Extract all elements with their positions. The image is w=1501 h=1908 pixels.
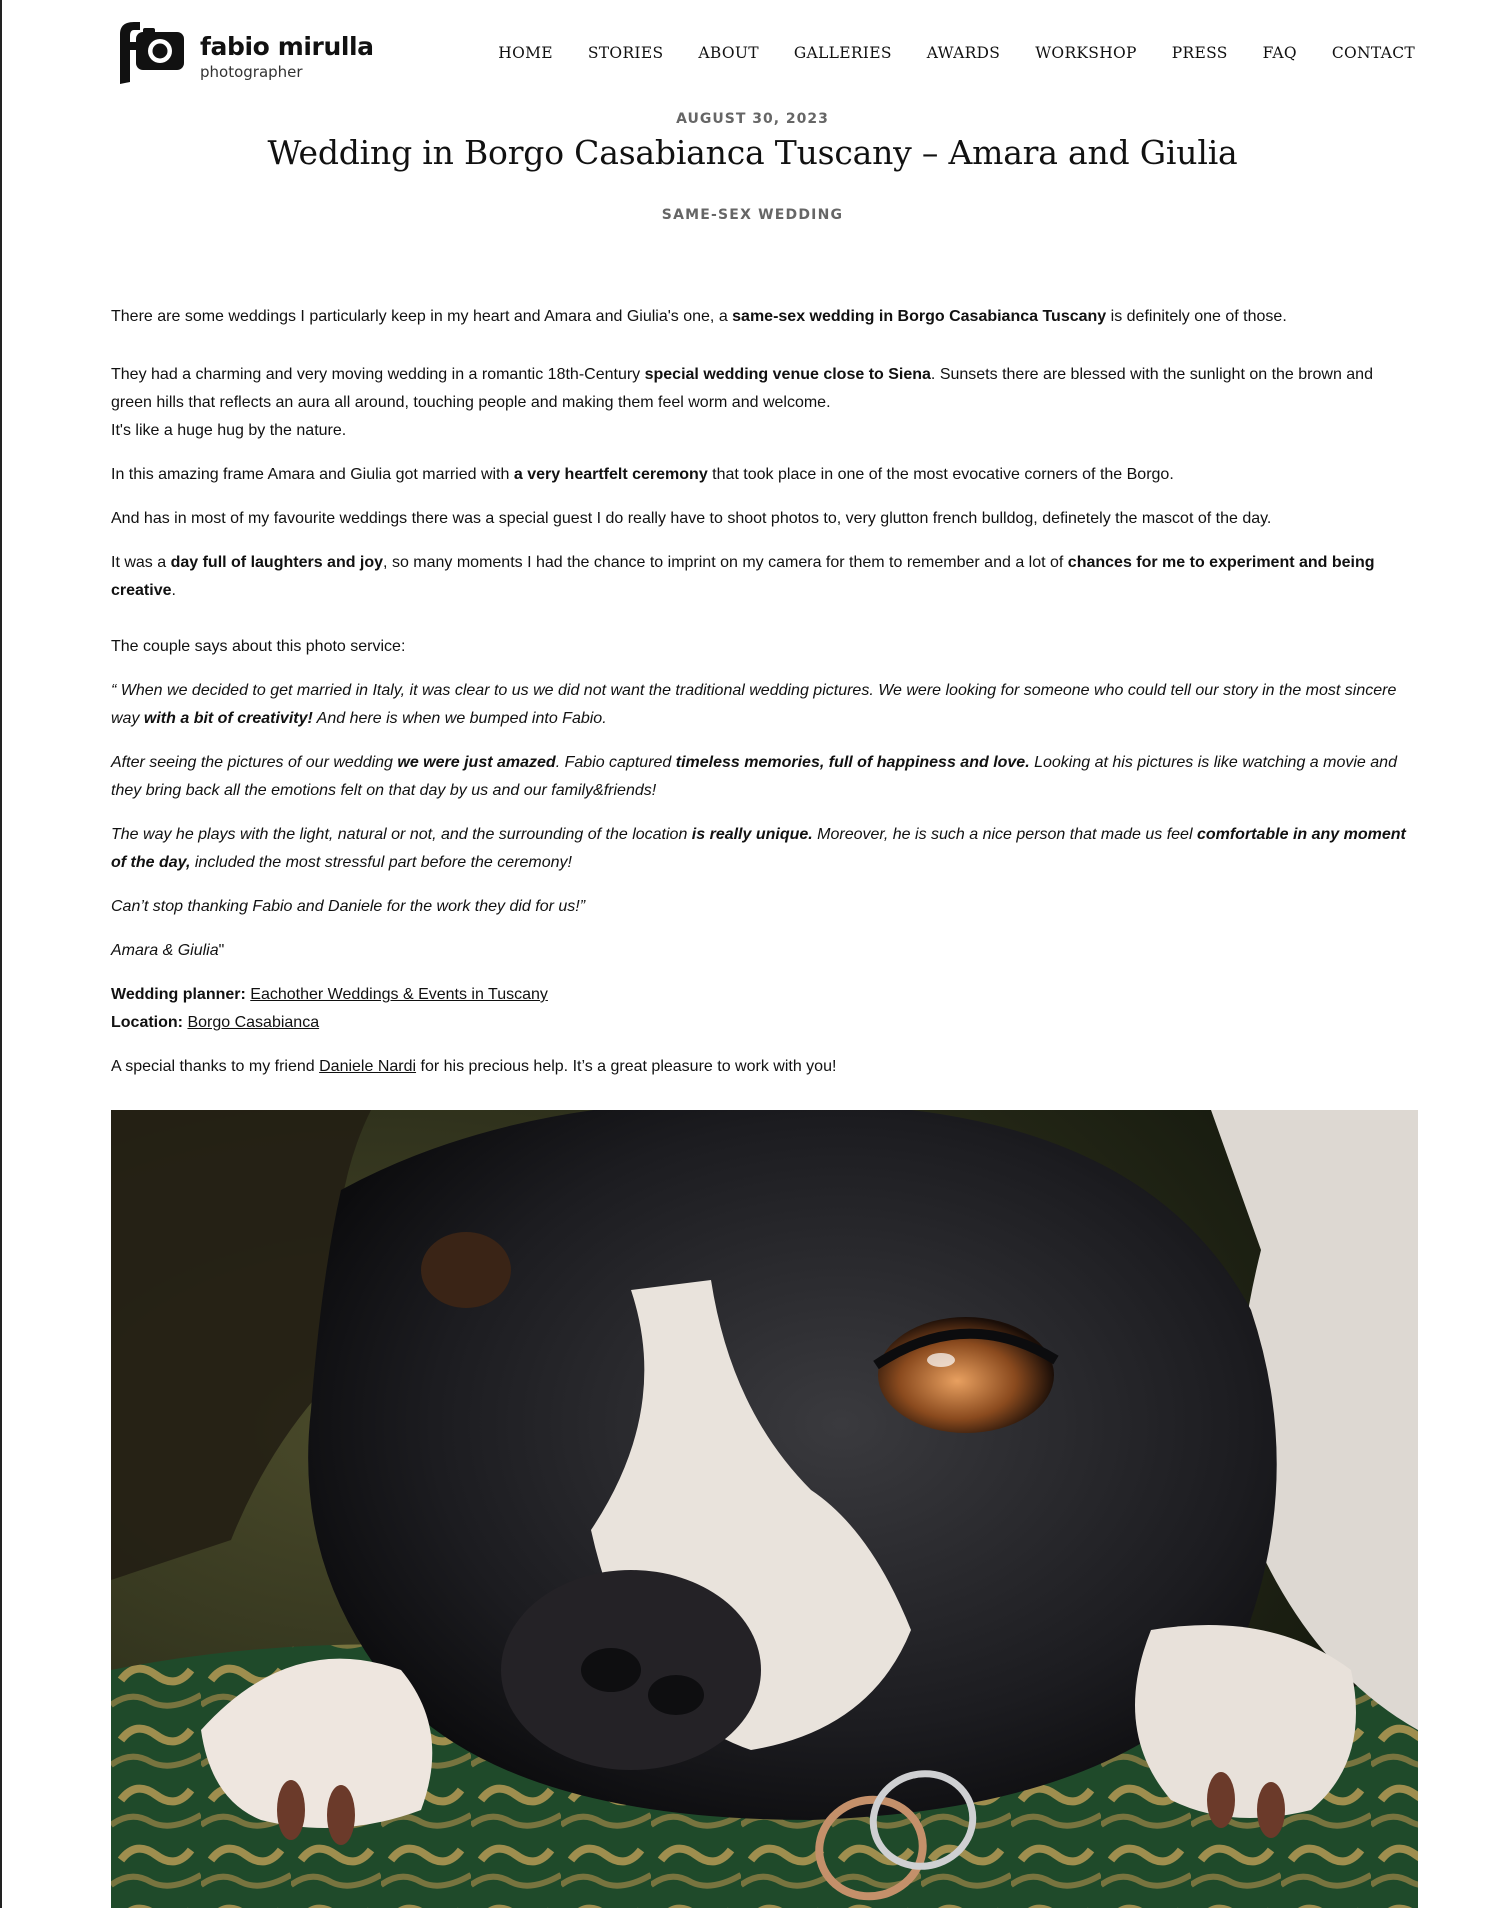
quote-paragraph-3: The way he plays with the light, natural or not, and the surrounding of the location is really unique. Moreover, he is such a nice person that made us feel comfortable in any moment of the day, included the most stressful part before the ceremony! xyxy=(111,826,1406,871)
nav-faq[interactable]: FAQ xyxy=(1262,44,1297,62)
paragraph-thanks: A special thanks to my friend Daniele Nardi for his precious help. It’s a great pleasure to work with you! xyxy=(111,1058,837,1075)
site-header xyxy=(2,0,1501,100)
quote-signature: Amara & Giulia" xyxy=(111,942,225,959)
logo-tagline: photographer xyxy=(200,63,303,81)
bulldog-photo-illustration xyxy=(111,1110,1418,1908)
post-title: Wedding in Borgo Casabianca Tuscany – Amara and Giulia xyxy=(267,133,1238,172)
featured-photo-bulldog-rings[interactable] xyxy=(111,1110,1418,1908)
nav-workshop[interactable]: WORKSHOP xyxy=(1035,44,1137,62)
post-category-link[interactable]: SAME-SEX WEDDING xyxy=(661,207,844,223)
paragraph-guest: And has in most of my favourite weddings there was a special guest I do really have to shoot photos to, very glutton french bulldog, definetely the mascot of the day. xyxy=(111,510,1272,527)
nav-contact[interactable]: CONTACT xyxy=(1331,44,1415,62)
paragraph-intro: There are some weddings I particularly keep in my heart and Amara and Giulia's one, a same-sex wedding in Borgo Casabianca Tuscany is definitely one of those. xyxy=(111,308,1287,325)
main-nav xyxy=(463,44,1415,62)
site-logo[interactable] xyxy=(110,20,374,84)
daniele-nardi-link[interactable]: Daniele Nardi xyxy=(319,1058,417,1075)
logo-name: fabio mirulla xyxy=(200,32,374,61)
planner-link[interactable]: Eachother Weddings & Events in Tuscany xyxy=(250,986,548,1003)
camera-logo-icon xyxy=(110,20,186,84)
nav-home[interactable]: HOME xyxy=(498,44,553,62)
quote-paragraph-4: Can’t stop thanking Fabio and Daniele for the work they did for us!” xyxy=(111,898,586,915)
paragraph-joy: It was a day full of laughters and joy, so many moments I had the chance to imprint on my camera for them to remember and a lot of chances for me to experiment and being creative. xyxy=(111,554,1375,599)
nav-press[interactable]: PRESS xyxy=(1171,44,1228,62)
location-label: Location: xyxy=(111,1014,183,1031)
nav-galleries[interactable]: GALLERIES xyxy=(793,44,892,62)
paragraph-venue: They had a charming and very moving wedding in a romantic 18th-Century special wedding venue close to Siena. Sunsets there are blessed with the sunlight on the brown and green hills that reflects an aura all around, touching people and making them feel worm and welcome. It's like a huge hug by the nature. xyxy=(111,366,1373,439)
paragraph-couple-says: The couple says about this photo service: xyxy=(111,638,406,655)
nav-stories[interactable]: STORIES xyxy=(587,44,664,62)
credits xyxy=(111,981,1418,1037)
planner-label: Wedding planner: xyxy=(111,986,246,1003)
quote-paragraph-2: After seeing the pictures of our wedding we were just amazed. Fabio captured timeless memories, full of happiness and love. Looking at his pictures is like watching a movie and they bring back all the emotions felt on that day by us and our family&friends! xyxy=(111,754,1397,799)
paragraph-ceremony: In this amazing frame Amara and Giulia got married with a very heartfelt ceremony that took place in one of the most evocative corners of the Borgo. xyxy=(111,466,1174,483)
quote-paragraph-1: “ When we decided to get married in Italy, it was clear to us we did not want the traditional wedding pictures. We were looking for someone who could tell our story in the most sincere way with a bit of creativity! And here is when we bumped into Fabio. xyxy=(111,682,1397,727)
location-link[interactable]: Borgo Casabianca xyxy=(187,1014,320,1031)
nav-awards[interactable]: AWARDS xyxy=(926,44,1001,62)
post-date: AUGUST 30, 2023 xyxy=(676,111,829,127)
post-content xyxy=(111,303,1418,1081)
nav-about[interactable]: ABOUT xyxy=(698,44,759,62)
